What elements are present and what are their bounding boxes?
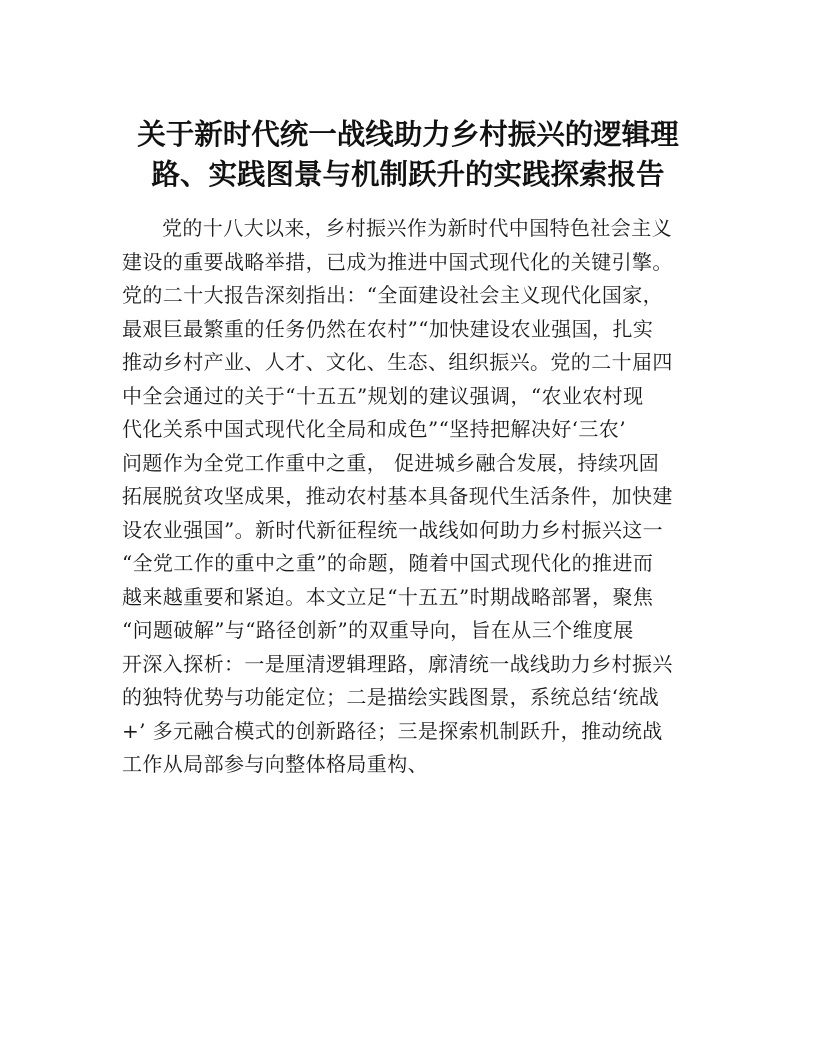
document-body xyxy=(122,212,702,782)
body-line: 开深入探析：一是厘清逻辑理路，廓清统一战线助力乡村振兴 xyxy=(122,651,673,676)
body-line: 代化关系中国式现代化全局和成色”“坚持把解决好‘三农’ xyxy=(122,417,626,441)
body-line: 最艰巨最繁重的任务仍然在农村”“加快建设农业强国，扎实 xyxy=(122,316,654,341)
body-line: 工作从局部参与向整体格局重构、 xyxy=(122,752,428,776)
title-line-1: 关于新时代统一战线助力乡村振兴的逻辑理 xyxy=(137,117,679,151)
body-line: +’ 多元融合模式的创新路径；三是探索机制跃升，推动统战 xyxy=(122,718,663,743)
body-line: 建设的重要战略举措，已成为推进中国式现代化的关键引擎。 xyxy=(122,249,673,274)
body-line: 党的十八大以来，乡村振兴作为新时代中国特色社会主义 xyxy=(162,216,672,240)
body-line: “全党工作的重中之重”的命题，随着中国式现代化的推进而 xyxy=(122,551,654,575)
body-line: 中全会通过的关于“十五五”规划的建议强调，“农业农村现 xyxy=(122,383,644,408)
document-title xyxy=(110,114,706,194)
body-line: 推动乡村产业、人才、文化、生态、组织振兴。党的二十届四 xyxy=(122,350,673,374)
body-line: 的独特优势与功能定位；二是描绘实践图景，系统总结‘统战 xyxy=(122,685,660,709)
body-line: 拓展脱贫攻坚成果，推动农村基本具备现代生活条件，加快建 xyxy=(122,484,673,508)
body-line: “问题破解”与“路径创新”的双重导向，旨在从三个维度展 xyxy=(122,618,634,642)
body-line: 设农业强国”。新时代新征程统一战线如何助力乡村振兴这一 xyxy=(122,517,664,542)
title-line-2: 路、实践图景与机制跃升的实践探索报告 xyxy=(151,157,665,191)
body-line: 党的二十大报告深刻指出：“全面建设社会主义现代化国家， xyxy=(122,283,664,307)
body-line: 越来越重要和紧迫。本文立足“十五五”时期战略部署，聚焦 xyxy=(122,584,654,609)
body-line: 问题作为全党工作重中之重， 促进城乡融合发展，持续巩固 xyxy=(122,450,660,475)
